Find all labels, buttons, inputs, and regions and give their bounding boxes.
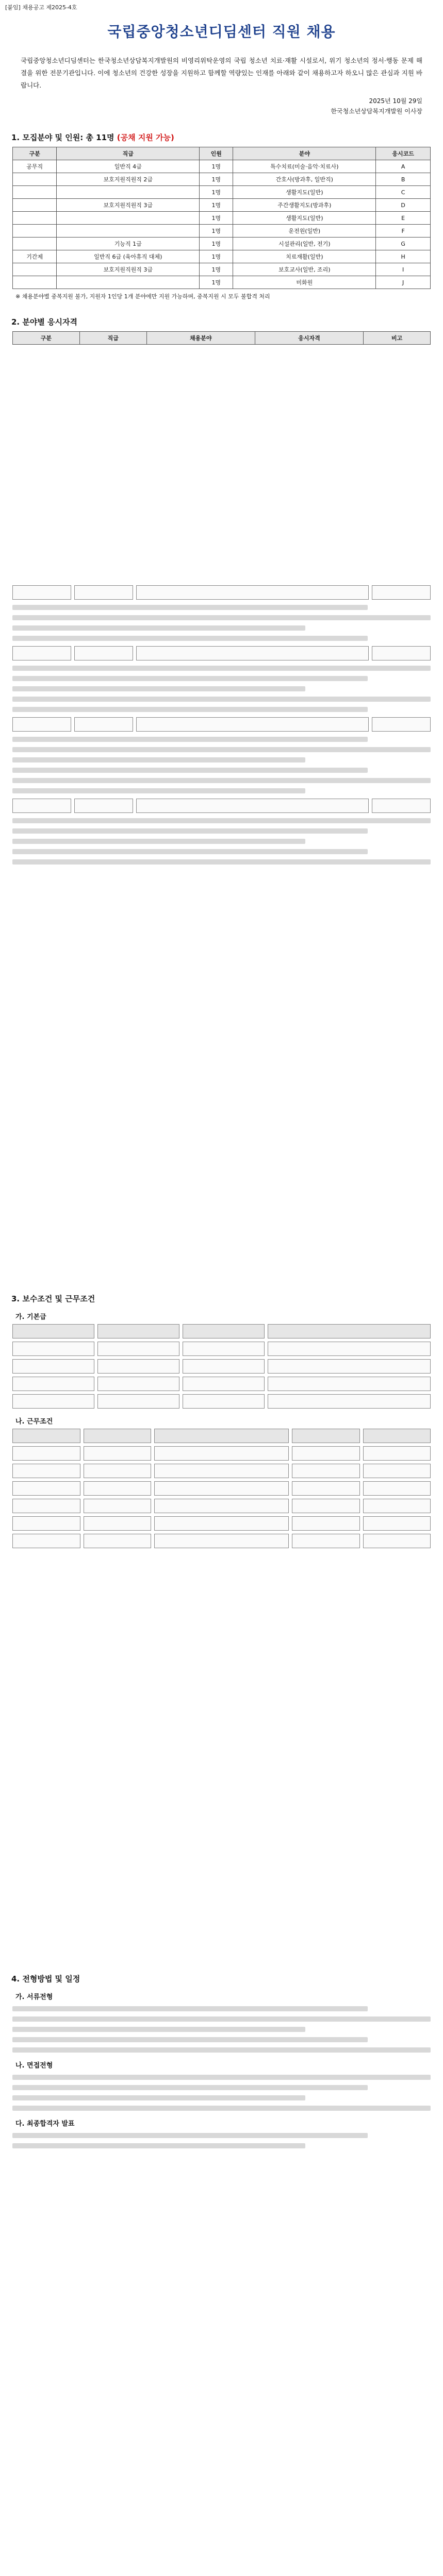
salary-table — [12, 1324, 431, 1409]
recruit-cell-grade — [57, 276, 200, 289]
recruit-cell-count: 1명 — [200, 199, 233, 212]
qualification-table-content — [12, 582, 431, 870]
recruit-cell-field: 생활지도(일반) — [233, 212, 376, 225]
table-row — [13, 199, 431, 212]
section-4-sub2: 나. 면접전형 — [15, 2062, 53, 2070]
recruit-cell-grade — [57, 225, 200, 238]
table-row — [13, 225, 431, 238]
recruit-cell-field: 치료재활(일반) — [233, 250, 376, 263]
section-3-sub2: 나. 근무조건 — [15, 1418, 53, 1426]
recruit-cell-field: 시설관리(일반, 전기) — [233, 238, 376, 250]
table-row — [13, 212, 431, 225]
recruit-cell-count: 1명 — [200, 250, 233, 263]
recruit-table — [12, 147, 431, 289]
recruit-cell-grade: 보호지원직원직 2급 — [57, 173, 200, 186]
recruit-cell-count: 1명 — [200, 238, 233, 250]
section-4-sub1: 가. 서류전형 — [15, 1993, 53, 2001]
table-row — [13, 238, 431, 250]
recruit-cell-code: I — [376, 263, 431, 276]
recruit-cell-code: J — [376, 276, 431, 289]
recruit-cell-grade: 일반직 6급 (육아휴직 대체) — [57, 250, 200, 263]
recruit-cell-count: 1명 — [200, 225, 233, 238]
recruit-col-0: 구분 — [13, 147, 57, 160]
recruit-cell-grade: 기능직 1급 — [57, 238, 200, 250]
recruit-cell-field: 운전원(일반) — [233, 225, 376, 238]
recruit-cell-code: A — [376, 160, 431, 173]
section-4-content-2 — [12, 2075, 431, 2111]
table-row — [13, 186, 431, 199]
table-row — [13, 160, 431, 173]
recruit-cell-group — [13, 173, 57, 186]
notice-tag: [붙임] 채용공고 제2025-4호 — [5, 4, 77, 11]
recruit-cell-code: D — [376, 199, 431, 212]
recruit-col-1: 직급 — [57, 147, 200, 160]
recruit-col-4: 응시코드 — [376, 147, 431, 160]
recruit-cell-group — [13, 263, 57, 276]
recruit-col-2: 인원 — [200, 147, 233, 160]
recruit-cell-code: E — [376, 212, 431, 225]
table-row — [13, 250, 431, 263]
recruit-cell-code: F — [376, 225, 431, 238]
date-text: 2025년 10월 29일 — [369, 97, 422, 105]
section-1-note: (공채 지원 가능) — [117, 133, 174, 142]
recruit-cell-field: 특수치료(미술·음악·치료사) — [233, 160, 376, 173]
org-text: 한국청소년상담복지개발원 이사장 — [331, 108, 422, 115]
page-title: 국립중앙청소년디딤센터 직원 채용 — [107, 23, 336, 40]
qualification-col-4: 비고 — [364, 332, 431, 345]
recruit-cell-field: 간호사(방과후, 일반직) — [233, 173, 376, 186]
recruit-cell-count: 1명 — [200, 212, 233, 225]
section-1-title: 1. 모집분야 및 인원: 총 11명 — [11, 133, 114, 142]
work-condition-table — [12, 1429, 431, 1548]
table-row — [13, 263, 431, 276]
notice-date — [0, 96, 422, 116]
intro-paragraph: 국립중앙청소년디딤센터는 한국청소년상담복지개발원의 비영리위탁운영의 국립 청소년 치료·재활 시설로서, 위기 청소년의 정서·행동 문제 해결을 위한 전문기관입니다. 이에 청소년의 건강한 성장을 지원하고 함께할 역량있는 인재를 아래와 같이 채용하고자 하오니 많은 관심과 지원 바랍니다. — [21, 57, 422, 89]
section-3-sub1: 가. 기본급 — [15, 1313, 46, 1321]
section-4-heading: 4. 전형방법 및 일정 — [11, 1974, 80, 1984]
recruit-cell-group: 공무직 — [13, 160, 57, 173]
qualification-table — [12, 331, 431, 345]
recruit-cell-group — [13, 186, 57, 199]
table-row — [13, 276, 431, 289]
section-1-footnote: ※ 채용분야별 중복지원 불가, 지원자 1인당 1개 분야에만 지원 가능하며, 중복지원 시 모두 불합격 처리 — [15, 293, 270, 300]
section-3-heading: 3. 보수조건 및 근무조건 — [11, 1294, 95, 1303]
recruit-cell-group — [13, 225, 57, 238]
section-1-heading — [11, 132, 432, 143]
section-4-content — [12, 2006, 431, 2053]
recruit-cell-code: B — [376, 173, 431, 186]
recruit-cell-count: 1명 — [200, 276, 233, 289]
recruit-cell-field: 보호교사(일반, 조리) — [233, 263, 376, 276]
recruit-cell-group: 기간제 — [13, 250, 57, 263]
recruit-cell-grade: 보호지원직원직 3급 — [57, 199, 200, 212]
recruit-cell-grade: 일반직 4급 — [57, 160, 200, 173]
recruit-col-3: 분야 — [233, 147, 376, 160]
recruit-table-header — [13, 147, 431, 160]
recruit-cell-count: 1명 — [200, 263, 233, 276]
section-4-sub3: 다. 최종합격자 발표 — [15, 2120, 75, 2128]
recruit-cell-field: 미화원 — [233, 276, 376, 289]
recruit-cell-field: 주간생활지도(방과후) — [233, 199, 376, 212]
recruit-cell-code: H — [376, 250, 431, 263]
qualification-col-0: 구분 — [13, 332, 80, 345]
recruit-cell-code: C — [376, 186, 431, 199]
recruit-cell-field: 생활지도(일반) — [233, 186, 376, 199]
table-row — [13, 173, 431, 186]
recruit-cell-count: 1명 — [200, 173, 233, 186]
recruit-cell-grade — [57, 212, 200, 225]
recruit-cell-group — [13, 276, 57, 289]
recruit-cell-grade: 보호지원직원직 3급 — [57, 263, 200, 276]
recruit-cell-grade — [57, 186, 200, 199]
section-2-heading: 2. 분야별 응시자격 — [11, 317, 78, 327]
recruit-cell-count: 1명 — [200, 160, 233, 173]
recruit-cell-group — [13, 199, 57, 212]
qualification-col-1: 직급 — [79, 332, 146, 345]
qualification-table-header — [13, 332, 431, 345]
recruit-cell-group — [13, 238, 57, 250]
qualification-col-3: 응시자격 — [255, 332, 363, 345]
recruit-cell-group — [13, 212, 57, 225]
recruit-cell-code: G — [376, 238, 431, 250]
section-4-content-3 — [12, 2133, 431, 2148]
recruit-cell-count: 1명 — [200, 186, 233, 199]
qualification-col-2: 채용분야 — [146, 332, 255, 345]
recruit-table-body — [13, 160, 431, 289]
